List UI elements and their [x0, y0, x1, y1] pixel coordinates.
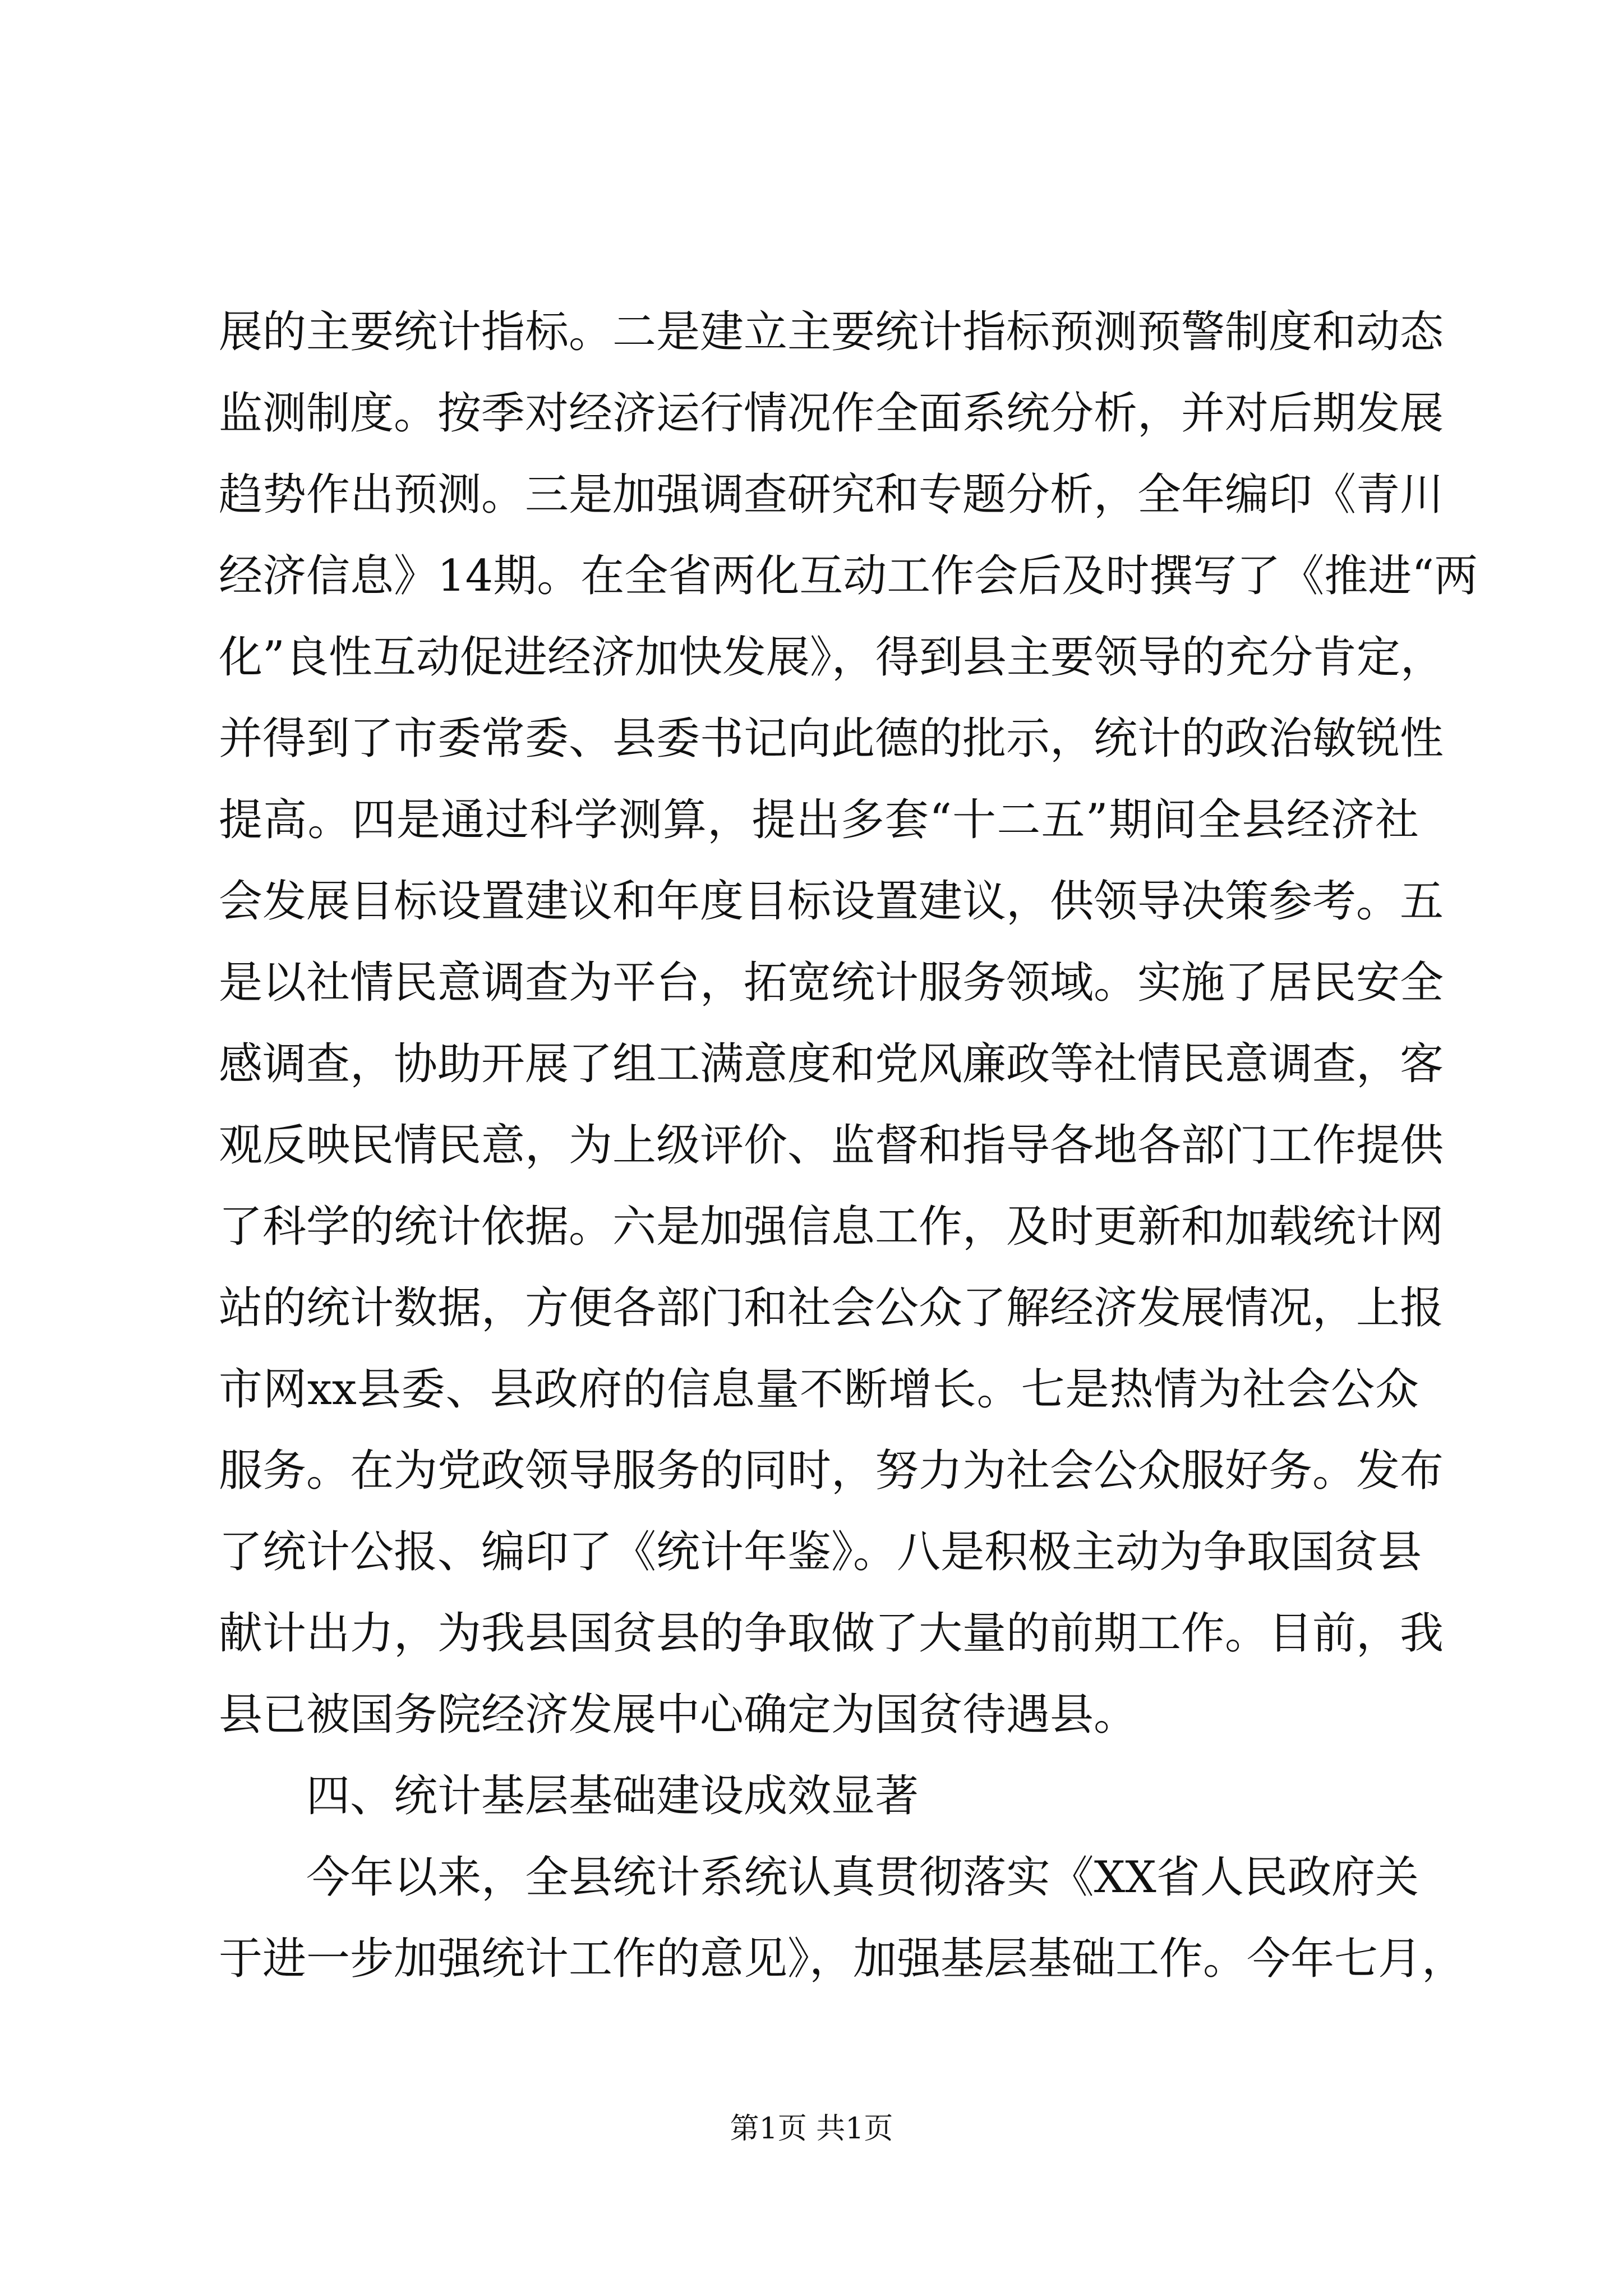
text-line: 提高。四是通过科学测算，提出多套“十二五”期间全县经济社 [219, 795, 1419, 845]
text-line: 于进一步加强统计工作的意见》，加强基层基础工作。今年七月， [219, 1934, 1466, 1984]
text-line: 了科学的统计依据。六是加强信息工作，及时更新和加载统计网 [219, 1202, 1444, 1252]
text-line: 监测制度。按季对经济运行情况作全面系统分析，并对后期发展 [219, 388, 1444, 439]
text-line: 是以社情民意调查为平台，拓宽统计服务领域。实施了居民安全 [219, 958, 1444, 1008]
text-line: 展的主要统计指标。二是建立主要统计指标预测预警制度和动态 [219, 307, 1444, 357]
text-line: 会发展目标设置建议和年度目标设置建议，供领导决策参考。五 [219, 876, 1444, 927]
paragraph-first-line: 今年以来，全县统计系统认真贯彻落实《XX省人民政府关 [306, 1852, 1419, 1903]
document-body [219, 292, 1478, 2000]
text-line: 经济信息》14期。在全省两化互动工作会后及时撰写了《推进“两 [219, 551, 1478, 601]
text-line: 献计出力，为我县国贫县的争取做了大量的前期工作。目前，我 [219, 1608, 1444, 1659]
text-line: 了统计公报、编印了《统计年鉴》。八是积极主动为争取国贫县 [219, 1527, 1422, 1577]
text-line: 站的统计数据，方便各部门和社会公众了解经济发展情况，上报 [219, 1283, 1444, 1333]
text-line: 服务。在为党政领导服务的同时，努力为社会公众服好务。发布 [219, 1446, 1444, 1496]
text-line: 观反映民情民意，为上级评价、监督和指导各地各部门工作提供 [219, 1120, 1444, 1171]
section-heading: 四、统计基层基础建设成效显著 [306, 1771, 919, 1821]
text-line: 化”良性互动促进经济加快发展》，得到县主要领导的充分肯定， [219, 632, 1444, 683]
text-line: 市网xx县委、县政府的信息量不断增长。七是热情为社会公众 [219, 1364, 1419, 1415]
text-line: 趋势作出预测。三是加强调查研究和专题分析，全年编印《青川 [219, 470, 1444, 520]
text-line: 感调查，协助开展了组工满意度和党风廉政等社情民意调查，客 [219, 1039, 1444, 1089]
text-line: 并得到了市委常委、县委书记向此德的批示，统计的政治敏锐性 [219, 714, 1444, 764]
text-line: 县已被国务院经济发展中心确定为国贫待遇县。 [219, 1690, 1138, 1740]
page-footer: 第1页 共1页 [730, 2112, 893, 2146]
